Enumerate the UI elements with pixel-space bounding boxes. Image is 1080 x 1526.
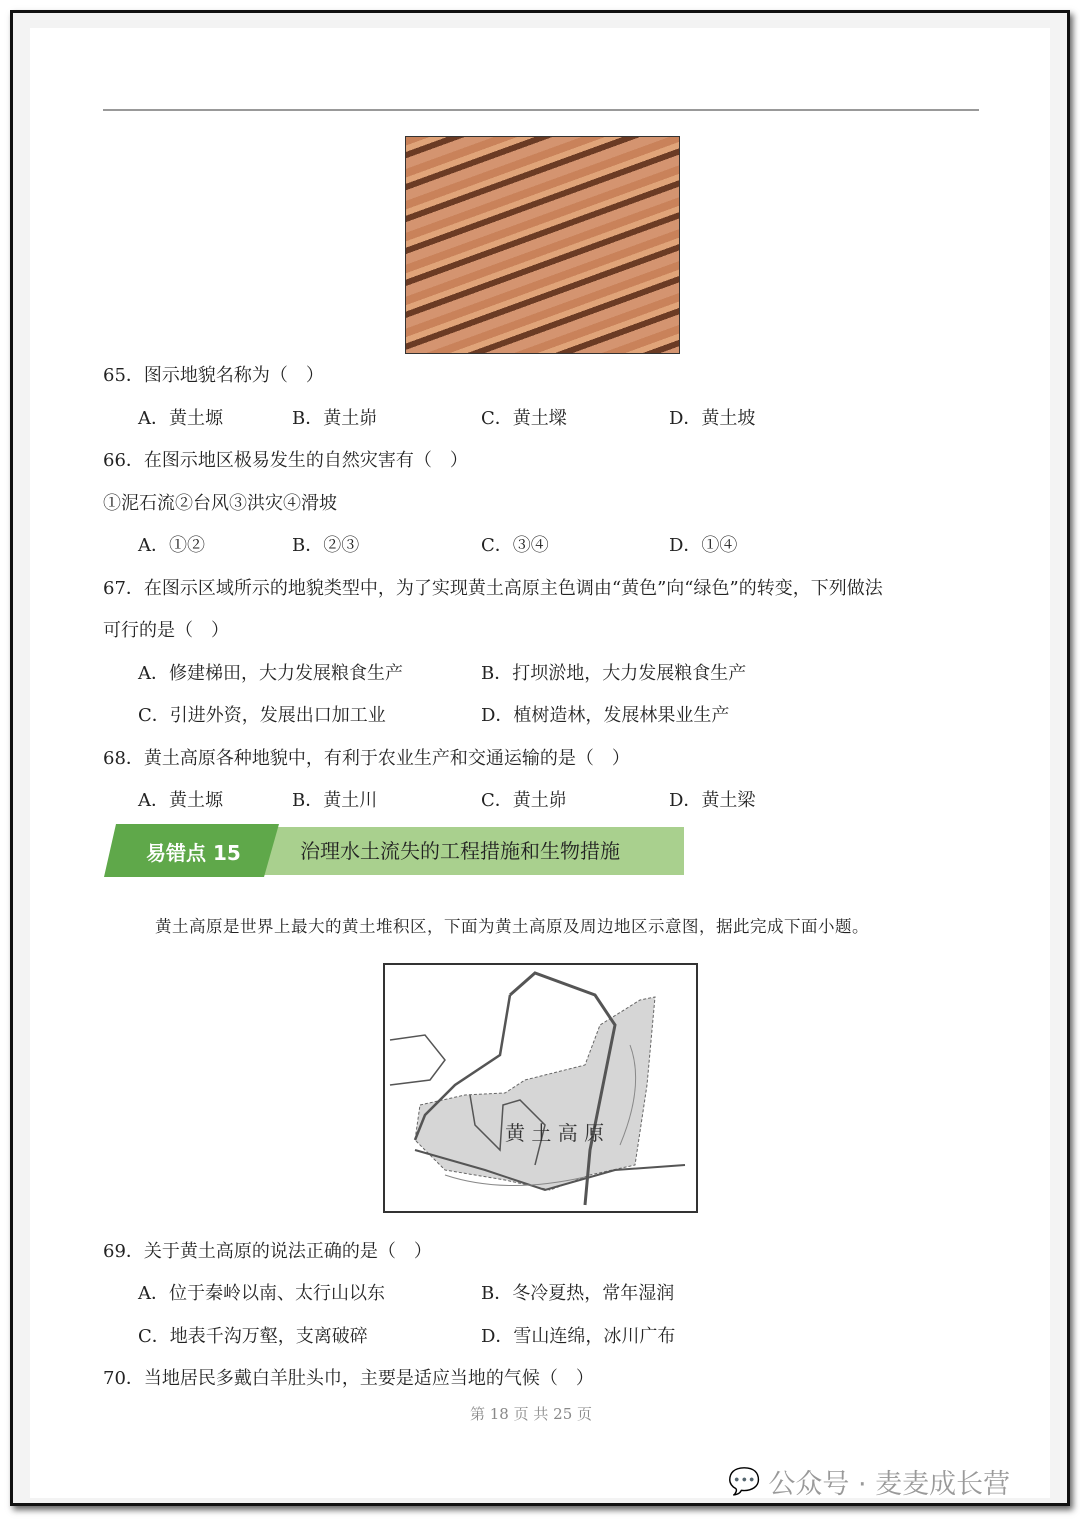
section-header: [104, 824, 684, 877]
option: B．冬冷夏热，常年湿润: [481, 1283, 675, 1304]
option: B．②③: [292, 535, 360, 556]
option: C．地表千沟万壑，支离破碎: [138, 1326, 368, 1347]
option: A．修建梯田，大力发展粮食生产: [138, 663, 403, 684]
option: B．打坝淤地，大力发展粮食生产: [481, 663, 747, 684]
page-number: 第 18 页 共 25 页: [470, 1405, 593, 1423]
option: D．黄土坡: [669, 408, 756, 429]
question-67: 67．在图示区域所示的地貌类型中，为了实现黄土高原主色调由“黄色”向“绿色”的转变，下列做法: [103, 578, 883, 599]
watermark-text: 公众号 · 麦麦成长营: [768, 1469, 1011, 1500]
option: A．①②: [138, 535, 205, 556]
question-66: 66．在图示地区极易发生的自然灾害有（ ）: [103, 450, 468, 471]
question-66-items: ①泥石流②台风③洪灾④滑坡: [103, 493, 337, 514]
option: A．黄土塬: [138, 790, 223, 811]
option: C．黄土墚: [481, 408, 567, 429]
watermark: [728, 1462, 1010, 1501]
map-label: 黄 土 高 原: [505, 1121, 605, 1145]
map-drawing: [385, 965, 696, 1211]
option: D．黄土梁: [669, 790, 756, 811]
option: C．③④: [481, 535, 549, 556]
section-title: 治理水土流失的工程措施和生物措施: [300, 839, 620, 863]
option: C．引进外资，发展出口加工业: [138, 705, 386, 726]
loess-plateau-map: [383, 963, 698, 1213]
loess-landform-photo: [405, 136, 680, 354]
option: A．黄土塬: [138, 408, 223, 429]
option: D．雪山连绵，冰川广布: [481, 1326, 676, 1347]
option: B．黄土峁: [292, 408, 378, 429]
option: D．①④: [669, 535, 738, 556]
intro-text: 黄土高原是世界上最大的黄土堆积区，下面为黄土高原及周边地区示意图，据此完成下面小题。: [155, 917, 869, 936]
question-69: 69．关于黄土高原的说法正确的是（ ）: [103, 1241, 432, 1262]
question-67-cont: 可行的是（ ）: [103, 620, 229, 641]
question-68: 68．黄土高原各种地貌中，有利于农业生产和交通运输的是（ ）: [103, 748, 630, 769]
option: A．位于秦岭以南、太行山以东: [138, 1283, 385, 1304]
option: D．植树造林，发展林果业生产: [481, 705, 730, 726]
question-70: 70．当地居民多戴白羊肚头巾，主要是适应当地的气候（ ）: [103, 1368, 594, 1389]
option: C．黄土峁: [481, 790, 567, 811]
header-rule: [103, 109, 979, 111]
wechat-icon: 💬: [728, 1466, 761, 1497]
section-tag-label: 易错点 15: [146, 841, 241, 865]
option: B．黄土川: [292, 790, 378, 811]
question-65: 65．图示地貌名称为（ ）: [103, 365, 324, 386]
